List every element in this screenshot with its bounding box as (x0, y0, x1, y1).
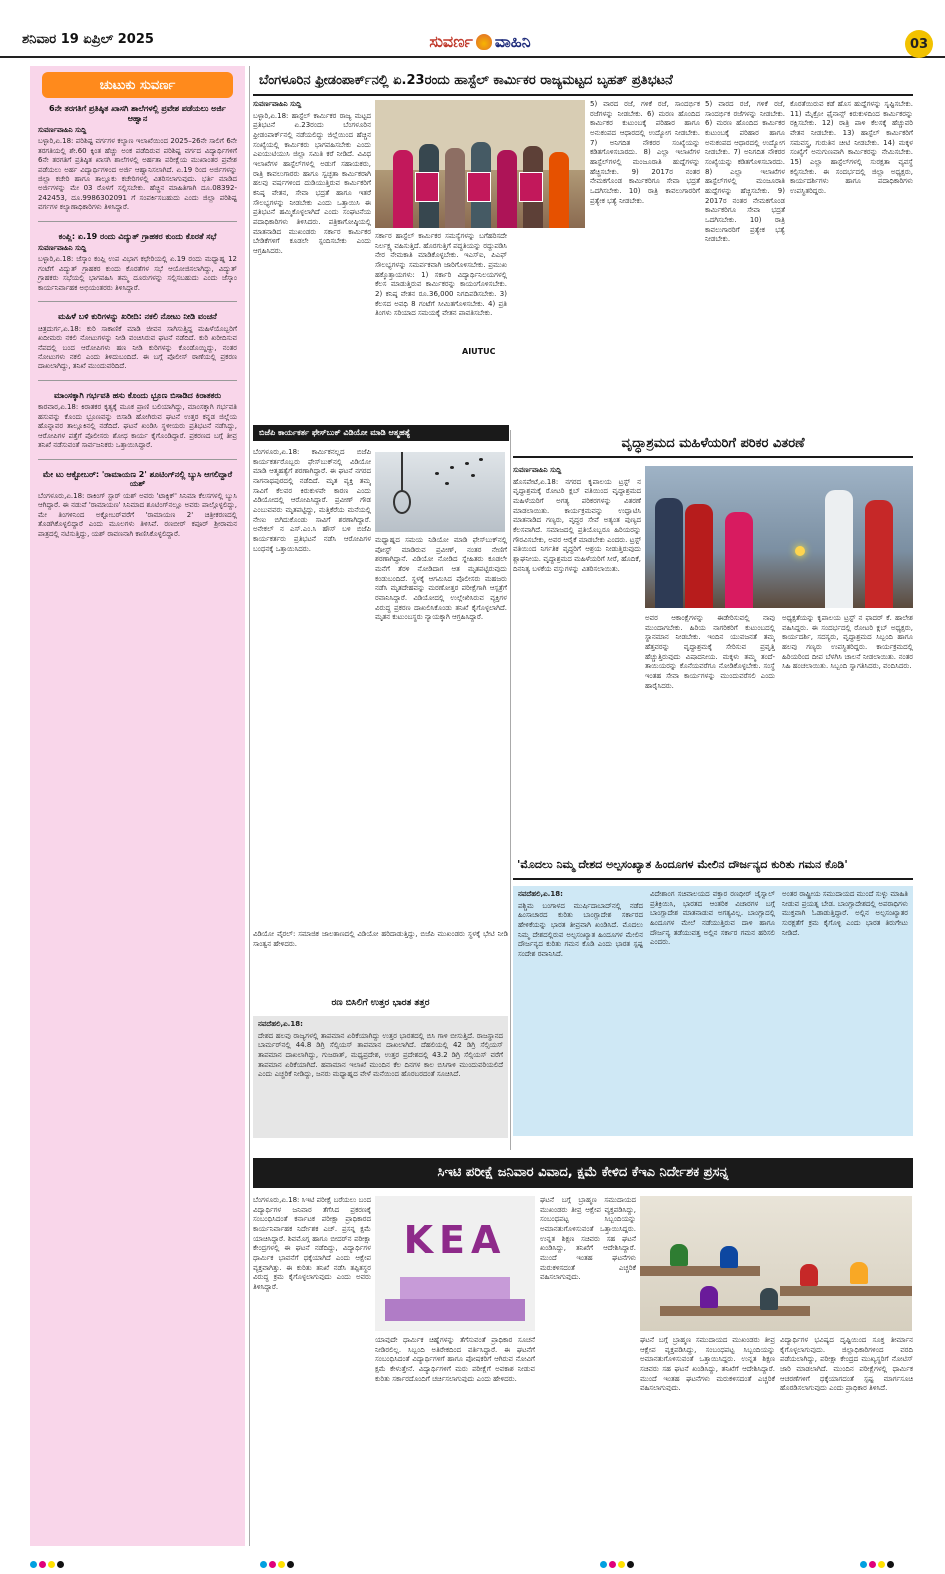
sidebar-story-body: ಕಾರವಾರ,ಏ.18: ಕಿರಾತಕರ ಕೃತ್ಯಕ್ಕೆ ಮೂಕ ಪ್ರಾಣಿ ಬಲಿಯಾಗಿದ್ದು, ಮಾಂಸಕ್ಕಾಗಿ ಗರ್ಭವತಿ ಹಸುವನ್ನು ಕೊಂದು ಭ್ರೂಣವನ್ನು ಬಿಸಾಡಿ ಹೋಗಿರುವ ಘಟನೆ ಉತ್ತರ ಕನ್ನಡ ಜಿಲ್ಲೆಯ ಹೊನ್ನಾವರ ತಾಲ್ಲೂಕಿನಲ್ಲಿ ನಡೆದಿದೆ. ಘಟನೆ ಖಂಡಿಸಿ ಸ್ಥಳೀಯರು ಪ್ರತಿಭಟನೆ ನಡೆಸಿದ್ದು, ಆರೋಪಿಗಳ ಪತ್ತೆಗೆ ಪೊಲೀಸರು ಶೋಧ ಕಾರ್ಯ ಕೈಗೊಂಡಿದ್ದಾರೆ. ಪ್ರಕರಣದ ಬಗ್ಗೆ ತೀವ್ರ ತನಿಖೆ ನಡೆಸುವಂತೆ ಸಾರ್ವಜನಿಕರು ಒತ್ತಾಯಿಸಿದ್ದಾರೆ. (38, 403, 237, 450)
divider (38, 459, 237, 460)
old-age-story-text: ಅಧ್ಯಕ್ಷತೆಯನ್ನು ಕೃಪಾಲಯ ಟ್ರಸ್ಟ್ ನ ಫಾದರ್ ಕೆ. ಹಾಲೇಶ ವಹಿಸಿದ್ದರು. ಈ ಸಂದರ್ಭದಲ್ಲಿ ರೋಟರಿ ಕ್ಲಬ್ ಅಧ್ಯಕ್ಷರು, ಕಾರ್ಯದರ್ಶಿ, ಸದಸ್ಯರು, ವೃದ್ಧಾಶ್ರಮದ ಸಿಬ್ಬಂದಿ ಹಾಗೂ ಹಲವು ಗಣ್ಯರು ಉಪಸ್ಥಿತರಿದ್ದರು. ಕಾರ್ಯಕ್ರಮದಲ್ಲಿ ಹಿರಿಯರಿಂದ ದೀಪ ಬೆಳಗಿಸಿ ಚಾಲನೆ ನೀಡಲಾಯಿತು. ನಂತರ ಸಿಹಿ ಹಂಚಲಾಯಿತು. ಸಿಬ್ಬಂದಿ ಸ್ವಾಗತಿಸಿದರು, ವಂದಿಸಿದರು. (782, 614, 913, 671)
old-age-story-text: ಅವರ ಆಕಾಂಕ್ಷೆಗಳನ್ನು ಈಡೇರಿಸುವಲ್ಲಿ ನಾವು ಮುಂದಾಗಬೇಕು. ಹಿರಿಯ ನಾಗರಿಕರಿಗೆ ಕುಟುಂಬದಲ್ಲಿ ಸ್ಥಾನಮಾನ ನೀಡಬೇಕು. ಇಂದಿನ ಯುವಜನತೆ ತಮ್ಮ ಹೆತ್ತವರನ್ನು ವೃದ್ಧಾಶ್ರಮಕ್ಕೆ ಸೇರಿಸುವ ಪ್ರವೃತ್ತಿ ಹೆಚ್ಚುತ್ತಿರುವುದು ವಿಷಾದನೀಯ. ಮಕ್ಕಳು ತಮ್ಮ ತಂದೆ-ತಾಯಿಯರನ್ನು ಕೊನೆಯವರೆಗೂ ನೋಡಿಕೊಳ್ಳಬೇಕು. ಸಂಸ್ಥೆ ಇಂತಹ ಸೇವಾ ಕಾರ್ಯಗಳನ್ನು ಮುಂದುವರೆಸಲಿ ಎಂದು ಹಾರೈಸಿದರು. (645, 614, 775, 690)
sidebar-story-headline: ಕಂಪ್ಲಿ: ಏ.19 ರಂದು ವಿದ್ಯುತ್ ಗ್ರಾಹಕರ ಕುಂದು ಕೊರತೆ ಸಭೆ (58, 231, 217, 241)
print-registration-marks (860, 1561, 894, 1568)
bangladesh-story-column (782, 890, 908, 1130)
newspaper-logo (385, 30, 575, 54)
lead-story-text: ಸರ್ಕಾರ ಹಾಸ್ಟೆಲ್ ಕಾರ್ಮಿಕರ ಸಮಸ್ಯೆಗಳನ್ನು ಬಗೆಹರಿಸದೇ ನಿರ್ಲಕ್ಷ್ಯ ವಹಿಸುತ್ತಿದೆ. ಹೊರಗುತ್ತಿಗೆ ಪದ್ಧತಿಯನ್ನು ರದ್ದುಪಡಿಸಿ ನೇರ ನೇಮಕಾತಿ ಮಾಡಿಕೊಳ್ಳಬೇಕು. ಇಎಸ್‌ಐ, ಪಿಎಫ್ ಸೌಲಭ್ಯಗಳನ್ನು ಸಮರ್ಪಕವಾಗಿ ಜಾರಿಗೊಳಿಸಬೇಕು. ಪ್ರಮುಖ ಹಕ್ಕೊತ್ತಾಯಗಳು: 1) ಸರ್ಕಾರಿ ವಿದ್ಯಾರ್ಥಿನಿಲಯಗಳಲ್ಲಿ ಕೆಲಸ ಮಾಡುತ್ತಿರುವ ಕಾರ್ಮಿಕರನ್ನು ಕಾಯಂಗೊಳಿಸಬೇಕು. 2) ಕನಿಷ್ಠ ವೇತನ ರೂ.36,000 ನಿಗದಿಪಡಿಸಬೇಕು. 3) ಕೆಲಸದ ಅವಧಿ 8 ಗಂಟೆಗೆ ಸೀಮಿತಗೊಳಿಸಬೇಕು. 4) ಪ್ರತಿ ತಿಂಗಳು ಸರಿಯಾದ ಸಮಯಕ್ಕೆ ವೇತನ ಪಾವತಿಸಬೇಕು. (375, 232, 507, 318)
lead-story-column (375, 232, 507, 420)
crime-story-column (253, 448, 371, 828)
sidebar-story (30, 464, 245, 543)
kea-story-column (540, 1196, 636, 1541)
sidebar-story-headline: ಮೇ ಟು ಆಕ್ಟೋಬರ್: 'ರಾಮಾಯಣ 2' ಶೂಟಿಂಗ್‌ನಲ್ಲಿ ಬ್ಯುಸಿ ಆಗಲಿದ್ದಾರೆ ಯಶ್ (42, 469, 233, 489)
kea-story-text: ಘಟನೆ ಬಗ್ಗೆ ಬ್ರಾಹ್ಮಣ ಸಮುದಾಯದ ಮುಖಂಡರು ತೀವ್ರ ಆಕ್ಷೇಪ ವ್ಯಕ್ತಪಡಿಸಿದ್ದು, ಸಂಬಂಧಪಟ್ಟ ಸಿಬ್ಬಂದಿಯನ್ನು ಅಮಾನತುಗೊಳಿಸುವಂತೆ ಒತ್ತಾಯಿಸಿದ್ದರು. ಉನ್ನತ ಶಿಕ್ಷಣ ಸಚಿವರು ಸಹ ಘಟನೆ ಖಂಡಿಸಿದ್ದು, ತನಿಖೆಗೆ ಆದೇಶಿಸಿದ್ದಾರೆ. ಮುಂದೆ ಇಂತಹ ಘಟನೆಗಳು ಮರುಕಳಿಸದಂತೆ ಎಚ್ಚರಿಕೆ ವಹಿಸಲಾಗುವುದು. (640, 1336, 775, 1393)
heatwave-story-byline: ನವದೆಹಲಿ,ಏ.18: (258, 1020, 303, 1028)
lamp-lighting-photo (645, 466, 913, 608)
sidebar-story (30, 306, 245, 376)
crime-story-text: ಬೆಂಗಳೂರು,ಏ.18: ಕಾರ್ಮಿಕನಲ್ಲದ ಬಿಜೆಪಿ ಕಾರ್ಯಕರ್ತರೊಬ್ಬರು ಫೇಸ್‌ಬುಕ್‌ನಲ್ಲಿ ವಿಡಿಯೋ ಮಾಡಿ ಆತ್ಮಹತ್ಯೆಗೆ ಶರಣಾಗಿದ್ದಾರೆ. ಈ ಘಟನೆ ನಗರದ ನಾಗನಾಥಪುರದಲ್ಲಿ ನಡೆದಿದೆ. ಮೃತ ವ್ಯಕ್ತಿ ತಮ್ಮ ಸಾವಿಗೆ ಕೆಲವರ ಕಿರುಕುಳವೇ ಕಾರಣ ಎಂದು ವಿಡಿಯೋದಲ್ಲಿ ಆರೋಪಿಸಿದ್ದಾರೆ. ಪ್ರವೀಣ್ ಗೌಡ ಎಂಬುವವರು ಮೃತಪಟ್ಟಿದ್ದು, ಮತ್ತಿಕೆರೆಯ ಮನೆಯಲ್ಲಿ ನೇಣು ಬಿಗಿದುಕೊಂಡು ಸಾವಿಗೆ ಶರಣಾಗಿದ್ದಾರೆ. ಅನೇಕಲ್ ನ ಎಸ್.ಎಂ.ಸಿ ಹೌಸ್ ಬಳಿ ಬಿಜೆಪಿ ಕಾರ್ಯಕರ್ತರು ಪ್ರತಿಭಟನೆ ನಡೆಸಿ ಆರೋಪಿಗಳ ಬಂಧನಕ್ಕೆ ಒತ್ತಾಯಿಸಿದರು. (253, 448, 371, 553)
sidebar-story-body: ಬಳ್ಳಾರಿ,ಏ.18: ಪರಿಶಿಷ್ಟ ವರ್ಗಗಳ ಕಲ್ಯಾಣ ಇಲಾಖೆಯಿಂದ 2025–26ನೇ ಸಾಲಿಗೆ 6ನೇ ತರಗತಿಯಲ್ಲಿ ಶೇ.60 ಕ್ಕಿಂತ ಹೆಚ್ಚು ಅಂಕ ಪಡೆದಿರುವ ಪರಿಶಿಷ್ಟ ವರ್ಗದ ವಿದ್ಯಾರ್ಥಿಗಳಿಗೆ 6ನೇ ತರಗತಿಗೆ ಪ್ರತಿಷ್ಠಿತ ಖಾಸಗಿ ಶಾಲೆಗಳಲ್ಲಿ ಅರ್ಹತಾ ಪರೀಕ್ಷೆಯ ಮುಖಾಂತರ ಪ್ರವೇಶ ಪಡೆಯಲು ಅರ್ಹ ವಿದ್ಯಾರ್ಥಿಗಳಿಂದ ಅರ್ಜಿ ಆಹ್ವಾನಿಸಲಾಗಿದೆ. ಏ.19 ರಿಂದ ಅರ್ಜಿಗಳನ್ನು ಜಿಲ್ಲಾ ಕಚೇರಿ ಹಾಗೂ ತಾಲ್ಲೂಕು ಕಚೇರಿಗಳಲ್ಲಿ ವಿತರಿಸಲಾಗುವುದು. ಭರ್ತಿ ಮಾಡಿದ ಅರ್ಜಿಗಳನ್ನು ಮೇ 03 ರೊಳಗೆ ಸಲ್ಲಿಸಬೇಕು. ಹೆಚ್ಚಿನ ಮಾಹಿತಿಗಾಗಿ ದೂ.08392-242453, ದೂ.9986302091 ಗೆ ಸಂಪರ್ಕಿಸಬಹುದು ಎಂದು ಜಿಲ್ಲಾ ಪರಿಶಿಷ್ಟ ವರ್ಗಗಳ ಕಲ್ಯಾಣಾಧಿಕಾರಿಗಳು ತಿಳಿಸಿದ್ದಾರೆ. (38, 137, 237, 212)
flame-icon (476, 34, 492, 50)
divider (38, 301, 237, 302)
kea-story-column (780, 1336, 913, 1541)
old-age-story-column (782, 614, 913, 846)
bangladesh-headline: 'ಮೊದಲು ನಿಮ್ಮ ದೇಶದ ಅಲ್ಪಸಂಖ್ಯಾತ ಹಿಂದೂಗಳ ಮೇಲಿನ ದೌರ್ಜನ್ಯದ ಕುರಿತು ಗಮನ ಕೊಡಿ' (513, 850, 913, 880)
crime-story-note (253, 930, 508, 990)
sidebar-story-headline: ಮಹಿಳೆ ಬಳಿ ಕುರಿಗಳನ್ನು ಖರೀದಿ: ನಕಲಿ ನೋಟು ನೀಡಿ ವಂಚನೆ (58, 312, 217, 322)
protest-photo (375, 100, 585, 228)
old-age-story-byline: ಸುವರ್ಣವಾಹಿನಿ ಸುದ್ದಿ (513, 466, 562, 474)
lead-story-column (705, 100, 785, 420)
logo-right-text: ವಾಹಿನಿ (494, 32, 531, 51)
lead-headline: ಬೆಂಗಳೂರಿನ ಫ್ರೀಡಂಪಾರ್ಕ್‌ನಲ್ಲಿ ಏ.23ರಂದು ಹಾಸ್ಟೆಲ್ ಕಾರ್ಮಿಕರ ರಾಜ್ಯಮಟ್ಟದ ಬೃಹತ್ ಪ್ರತಿಭಟನೆ (253, 66, 913, 96)
page-number-badge: 03 (905, 30, 933, 58)
sidebar-story-body: ಚಿತ್ರದುರ್ಗ,ಏ.18: ಕುರಿ ಸಾಕಾಣಿಕೆ ಮಾಡಿ ಜೀವನ ಸಾಗಿಸುತ್ತಿದ್ದ ಮಹಿಳೆಯೊಬ್ಬರಿಗೆ ಖದೀಮರು ನಕಲಿ ನೋಟುಗಳನ್ನು ನೀಡಿ ವಂಚಿಸಿರುವ ಘಟನೆ ನಡೆದಿದೆ. ಕುರಿ ಖರೀದಿಸುವ ನೆಪದಲ್ಲಿ ಬಂದ ಆರೋಪಿಗಳು ಹಣ ನೀಡಿ ಕುರಿಗಳನ್ನು ಕೊಂಡೊಯ್ದಿದ್ದು, ನಂತರ ನೋಟುಗಳು ನಕಲಿ ಎಂದು ತಿಳಿದುಬಂದಿದೆ. ಈ ಬಗ್ಗೆ ಪೊಲೀಸ್ ಠಾಣೆಯಲ್ಲಿ ಪ್ರಕರಣ ದಾಖಲಾಗಿದ್ದು, ತನಿಖೆ ಮುಂದುವರಿದಿದೆ. (38, 324, 237, 371)
bangladesh-story-text: ಅಂತರ ರಾಷ್ಟ್ರೀಯ ಸಮುದಾಯದ ಮುಂದೆ ಸುಳ್ಳು ಮಾಹಿತಿ ನೀಡುವ ಪ್ರಯತ್ನ ಬೇಡ. ಬಾಂಗ್ಲಾದೇಶದಲ್ಲಿ ಅಪರಾಧಿಗಳು ಮುಕ್ತವಾಗಿ ಓಡಾಡುತ್ತಿದ್ದಾರೆ. ಅಲ್ಲಿನ ಅಲ್ಪಸಂಖ್ಯಾತರ ಸುರಕ್ಷತೆಗೆ ಕ್ರಮ ಕೈಗೊಳ್ಳಿ ಎಂದು ಭಾರತ ತಿರುಗೇಟು ನೀಡಿದೆ. (782, 890, 908, 937)
old-age-story-column (513, 466, 641, 846)
crime-story-column (375, 536, 507, 828)
divider (38, 221, 237, 222)
column-rule (510, 430, 511, 1150)
noose-photo (375, 452, 505, 532)
exam-hall-photo (640, 1196, 912, 1331)
lead-story-text: ಕೊರತೆಯಿರುವ ಕಡೆ ಹೊಸ ಹುದ್ದೆಗಳನ್ನು ಸೃಷ್ಟಿಸಬೇಕು. 11) ಮೈಕ್ರೋ ಫೈನಾನ್ಸ್ ಕಿರುಕುಳದಿಂದ ಕಾರ್ಮಿಕರನ್ನು ರಕ್ಷಿಸಬೇಕು. 12) ರಾತ್ರಿ ಪಾಳಿ ಕೆಲಸಕ್ಕೆ ಹೆಚ್ಚುವರಿ ವೇತನ ನೀಡಬೇಕು. 13) ಹಾಸ್ಟೆಲ್ ಕಾರ್ಮಿಕರಿಗೆ ಸಮವಸ್ತ್ರ, ಗುರುತಿನ ಚೀಟಿ ನೀಡಬೇಕು. 14) ಮಕ್ಕಳ ಸಂಖ್ಯೆಗೆ ಅನುಗುಣವಾಗಿ ಕಾರ್ಮಿಕರನ್ನು ನೇಮಿಸಬೇಕು. 15) ಎಲ್ಲಾ ಹಾಸ್ಟೆಲ್‌ಗಳಲ್ಲಿ ಸುರಕ್ಷತಾ ವ್ಯವಸ್ಥೆ ಕಲ್ಪಿಸಬೇಕು. ಈ ಸಂದರ್ಭದಲ್ಲಿ ಜಿಲ್ಲಾ ಅಧ್ಯಕ್ಷರು, ಕಾರ್ಯದರ್ಶಿಗಳು ಹಾಗೂ ಪದಾಧಿಕಾರಿಗಳು ಉಪಸ್ಥಿತರಿದ್ದರು. (790, 100, 913, 195)
kea-story-column (640, 1336, 775, 1541)
bangladesh-story-column (518, 890, 643, 1130)
lead-story-column (253, 100, 371, 420)
heatwave-story-column (258, 1020, 503, 1134)
old-age-story-text: ಹೊಸಪೇಟೆ,ಏ.18: ನಗರದ ಕೃಪಾಲಯ ಟ್ರಸ್ಟ್ ನ ವೃದ್ಧಾಶ್ರಮಕ್ಕೆ ರೋಟರಿ ಕ್ಲಬ್ ವತಿಯಿಂದ ವೃದ್ಧಾಶ್ರಮದ ಮಹಿಳೆಯರಿಗೆ ಅಗತ್ಯ ಪರಿಕರಗಳನ್ನು ವಿತರಣೆ ಮಾಡಲಾಯಿತು. ಕಾರ್ಯಕ್ರಮವನ್ನು ಉದ್ಘಾಟಿಸಿ ಮಾತನಾಡಿದ ಗಣ್ಯರು, ವೃದ್ಧರ ಸೇವೆ ಅತ್ಯಂತ ಪುಣ್ಯದ ಕೆಲಸವಾಗಿದೆ. ಸಮಾಜದಲ್ಲಿ ಪ್ರತಿಯೊಬ್ಬರೂ ಹಿರಿಯರನ್ನು ಗೌರವಿಸಬೇಕು, ಅವರ ಆರೈಕೆ ಮಾಡಬೇಕು ಎಂದರು. ಟ್ರಸ್ಟ್ ವತಿಯಿಂದ ನಿರ್ಗತಿಕ ವೃದ್ಧರಿಗೆ ಆಶ್ರಯ ನೀಡುತ್ತಿರುವುದು ಶ್ಲಾಘನೀಯ. ವೃದ್ಧಾಶ್ರಮದ ಮಹಿಳೆಯರಿಗೆ ಸೀರೆ, ಹೊದಿಕೆ, ದಿನನಿತ್ಯ ಬಳಕೆಯ ವಸ್ತುಗಳನ್ನು ವಿತರಿಸಲಾಯಿತು. (513, 477, 641, 573)
sidebar-story (30, 385, 245, 455)
old-age-story-column (645, 614, 775, 846)
issue-date: ಶನಿವಾರ 19 ಏಪ್ರಿಲ್ 2025 (22, 32, 154, 47)
kea-story-text: ಯಾವುದೇ ಧಾರ್ಮಿಕ ಚಿಹ್ನೆಗಳನ್ನು ತೆಗೆಸುವಂತೆ ಪ್ರಾಧಿಕಾರ ಸೂಚನೆ ನೀಡಿರಲಿಲ್ಲ. ಸಿಬ್ಬಂದಿ ಅತಿರೇಕದಿಂದ ವರ್ತಿಸಿದ್ದಾರೆ. ಈ ಘಟನೆಗೆ ಸಂಬಂಧಿಸಿದಂತೆ ವಿದ್ಯಾರ್ಥಿಗಳಿಗೆ ಹಾಗೂ ಪೋಷಕರಿಗೆ ಆಗಿರುವ ನೋವಿಗೆ ಕ್ಷಮೆ ಕೇಳುತ್ತೇನೆ. ವಿದ್ಯಾರ್ಥಿಗಳಿಗೆ ಮರು ಪರೀಕ್ಷೆಗೆ ಅವಕಾಶ ನೀಡುವ ಕುರಿತು ಸರ್ಕಾರದೊಂದಿಗೆ ಚರ್ಚಿಸಲಾಗುವುದು ಎಂದು ಹೇಳಿದರು. (375, 1336, 535, 1383)
sidebar-story-body: ಬೆಂಗಳೂರು,ಏ.18: ರಾಕಿಂಗ್ ಸ್ಟಾರ್ ಯಶ್ ಅವರು 'ಟಾಕ್ಸಿಕ್' ಸಿನಿಮಾ ಕೆಲಸಗಳಲ್ಲಿ ಬ್ಯುಸಿ ಆಗಿದ್ದಾರೆ. ಈ ನಡುವೆ 'ರಾಮಾಯಣ' ಸಿನಿಮಾದ ಶೂಟಿಂಗ್‌ನಲ್ಲೂ ಅವರು ಪಾಲ್ಗೊಳ್ಳಲಿದ್ದು, ಮೇ ತಿಂಗಳಿನಿಂದ ಅಕ್ಟೋಬರ್‌ವರೆಗೆ 'ರಾಮಾಯಣ 2' ಚಿತ್ರೀಕರಣದಲ್ಲಿ ತೊಡಗಿಕೊಳ್ಳಲಿದ್ದಾರೆ ಎಂದು ಮೂಲಗಳು ತಿಳಿಸಿವೆ. ರಣಬೀರ್ ಕಪೂರ್ ಶ್ರೀರಾಮನ ಪಾತ್ರದಲ್ಲಿ ನಟಿಸುತ್ತಿದ್ದು, ಯಶ್ ರಾವಣನಾಗಿ ಕಾಣಿಸಿಕೊಳ್ಳಲಿದ್ದಾರೆ. (38, 491, 237, 538)
heatwave-headline: ರಣ ಬಿಸಿಲಿಗೆ ಉತ್ತರ ಭಾರತ ತತ್ತರ (331, 998, 430, 1008)
masthead (0, 0, 945, 58)
lead-story-byline: ಸುವರ್ಣವಾಹಿನಿ ಸುದ್ದಿ (253, 100, 302, 108)
divider (38, 380, 237, 381)
sidebar-story-byline: ಸುವರ್ಣವಾಹಿನಿ ಸುದ್ದಿ (38, 126, 87, 135)
print-registration-marks (30, 1561, 64, 1568)
logo-left-text: ಸುವರ್ಣ (429, 32, 473, 51)
sidebar-banner: ಚುಟುಕು ಸುವರ್ಣ (42, 72, 233, 98)
kea-logo-text: KEA (403, 1218, 507, 1262)
lead-story-column (790, 100, 913, 420)
bangladesh-story-column (650, 890, 775, 1130)
lead-story-text: 5) ವಾರದ ರಜೆ, ಗಳಿಕೆ ರಜೆ, ಸಾಂದರ್ಭಿಕ ರಜೆಗಳನ್ನು ನೀಡಬೇಕು. 6) ಮರಣ ಹೊಂದಿದ ಕಾರ್ಮಿಕರ ಕುಟುಂಬಕ್ಕೆ ಪರಿಹಾರ ಹಾಗೂ ಅನುಕಂಪದ ಆಧಾರದಲ್ಲಿ ಉದ್ಯೋಗ ನೀಡಬೇಕು. 7) ಅನಿಗದಿತ ನೌಕರರ ಸಂಖ್ಯೆಯನ್ನು ಕಡಿತಗೊಳಿಸಬಾರದು. 8) ಎಲ್ಲಾ ಇಲಾಖೆಗಳ ಹಾಸ್ಟೆಲ್‌ಗಳಲ್ಲಿ ಮಂಜೂರಾತಿ ಹುದ್ದೆಗಳನ್ನು ಹೆಚ್ಚಿಸಬೇಕು. 9) 2017ರ ನಂತರ ನೇಮಕಗೊಂಡ ಕಾರ್ಮಿಕರಿಗೂ ಸೇವಾ ಭದ್ರತೆ ಒದಗಿಸಬೇಕು. 10) ರಾತ್ರಿ ಕಾವಲುಗಾರರಿಗೆ ಪ್ರತ್ಯೇಕ ಭತ್ಯೆ ನೀಡಬೇಕು. (590, 100, 700, 205)
sidebar-story-headline: 6ನೇ ತರಗತಿಗೆ ಪ್ರತಿಷ್ಠಿತ ಖಾಸಗಿ ಶಾಲೆಗಳಲ್ಲಿ ಪ್ರವೇಶ ಪಡೆಯಲು ಅರ್ಜಿ ಆಹ್ವಾನ (49, 104, 226, 123)
sidebar-story (30, 98, 245, 217)
lead-story-text: 5) ವಾರದ ರಜೆ, ಗಳಿಕೆ ರಜೆ, ಸಾಂದರ್ಭಿಕ ರಜೆಗಳನ್ನು ನೀಡಬೇಕು. 6) ಮರಣ ಹೊಂದಿದ ಕಾರ್ಮಿಕರ ಕುಟುಂಬಕ್ಕೆ ಪರಿಹಾರ ಹಾಗೂ ಅನುಕಂಪದ ಆಧಾರದಲ್ಲಿ ಉದ್ಯೋಗ ನೀಡಬೇಕು. 7) ಅನಿಗದಿತ ನೌಕರರ ಸಂಖ್ಯೆಯನ್ನು ಕಡಿತಗೊಳಿಸಬಾರದು. 8) ಎಲ್ಲಾ ಇಲಾಖೆಗಳ ಹಾಸ್ಟೆಲ್‌ಗಳಲ್ಲಿ ಮಂಜೂರಾತಿ ಹುದ್ದೆಗಳನ್ನು ಹೆಚ್ಚಿಸಬೇಕು. 9) 2017ರ ನಂತರ ನೇಮಕಗೊಂಡ ಕಾರ್ಮಿಕರಿಗೂ ಸೇವಾ ಭದ್ರತೆ ಒದಗಿಸಬೇಕು. 10) ರಾತ್ರಿ ಕಾವಲುಗಾರರಿಗೆ ಪ್ರತ್ಯೇಕ ಭತ್ಯೆ ನೀಡಬೇಕು. (705, 100, 785, 244)
sidebar-story-body: ಬಳ್ಳಾರಿ,ಏ.18: ಜೆಸ್ಕಾಂ ಕಂಪ್ಲಿ ಉಪ ವಿಭಾಗ ಕಛೇರಿಯಲ್ಲಿ ಏ.19 ರಂದು ಮಧ್ಯಾಹ್ನ 12 ಗಂಟೆಗೆ ವಿದ್ಯುತ್ ಗ್ರಾಹಕರ ಕುಂದು ಕೊರತೆಗಳ ಸಭೆ ಆಯೋಜಿಸಲಾಗಿದ್ದು, ವಿದ್ಯುತ್ ಗ್ರಾಹಕರು ಸಭೆಯಲ್ಲಿ ಭಾಗವಹಿಸಿ ತಮ್ಮ ದೂರುಗಳನ್ನು ಸಲ್ಲಿಸಬಹುದು ಎಂದು ಜೆಸ್ಕಾಂ ಕಾರ್ಯನಿರ್ವಾಹಕ ಅಭಿಯಂತರರು ತಿಳಿಸಿದ್ದಾರೆ. (38, 255, 237, 292)
kea-logo (375, 1196, 535, 1331)
kea-story-column (375, 1336, 535, 1541)
print-registration-marks (260, 1561, 294, 1568)
news-brief-sidebar (30, 66, 245, 1546)
kea-headline: ಸಿಇಟಿ ಪರೀಕ್ಷೆ ಜನಿವಾರ ವಿವಾದ, ಕ್ಷಮೆ ಕೇಳಿದ ಕೆಇಎ ನಿರ್ದೇಶಕ ಪ್ರಸನ್ನ (253, 1158, 913, 1188)
bangladesh-story-text: ಪಶ್ಚಿಮ ಬಂಗಾಳದ ಮುರ್ಷಿದಾಬಾದ್‌ನಲ್ಲಿ ನಡೆದ ಹಿಂಸಾಚಾರದ ಕುರಿತು ಬಾಂಗ್ಲಾದೇಶ ಸರ್ಕಾರದ ಹೇಳಿಕೆಯನ್ನು ಭಾರತ ತೀವ್ರವಾಗಿ ಖಂಡಿಸಿದೆ. ಮೊದಲು ನಿಮ್ಮ ದೇಶದಲ್ಲಿರುವ ಅಲ್ಪಸಂಖ್ಯಾತ ಹಿಂದೂಗಳ ಮೇಲಿನ ದೌರ್ಜನ್ಯದ ಕುರಿತು ಗಮನ ಕೊಡಿ ಎಂದು ಭಾರತ ಸ್ಪಷ್ಟ ಸಂದೇಶ ರವಾನಿಸಿದೆ. (518, 901, 643, 958)
crime-story-text: ಮಧ್ಯಾಹ್ನದ ಸಮಯ ನಿಡಿಯೋ ಮಾಡಿ ಫೇಸ್‌ಬುಕ್‌ನಲ್ಲಿ ಪೋಸ್ಟ್ ಮಾಡಿರುವ ಪ್ರವೀಣ್, ನಂತರ ನೇಣಿಗೆ ಶರಣಾಗಿದ್ದಾನೆ. ವಿಡಿಯೋ ನೋಡಿದ ಸ್ನೇಹಿತರು ಕೂಡಲೇ ಮನೆಗೆ ತೆರಳಿ ನೋಡಿದಾಗ ಆತ ಮೃತಪಟ್ಟಿರುವುದು ಕಂಡುಬಂದಿದೆ. ಸ್ಥಳಕ್ಕೆ ಆಗಮಿಸಿದ ಪೊಲೀಸರು ಮಹಜರು ನಡೆಸಿ ಮೃತದೇಹವನ್ನು ಮರಣೋತ್ತರ ಪರೀಕ್ಷೆಗಾಗಿ ಆಸ್ಪತ್ರೆಗೆ ರವಾನಿಸಿದ್ದಾರೆ. ವಿಡಿಯೋದಲ್ಲಿ ಉಲ್ಲೇಖಿಸಿರುವ ವ್ಯಕ್ತಿಗಳ ವಿರುದ್ಧ ಪ್ರಕರಣ ದಾಖಲಿಸಿಕೊಂಡು ತನಿಖೆ ಕೈಗೊಳ್ಳಲಾಗಿದೆ. ಮೃತನ ಕುಟುಂಬಸ್ಥರು ನ್ಯಾಯಕ್ಕಾಗಿ ಆಗ್ರಹಿಸಿದ್ದಾರೆ. (375, 536, 507, 622)
bangladesh-story-byline: ನವದೆಹಲಿ,ಏ.18: (518, 890, 563, 898)
print-registration-marks (600, 1561, 634, 1568)
sidebar-story-headline: ಮಾಂಸಕ್ಕಾಗಿ ಗರ್ಭವತಿ ಹಸು ಕೊಂದು ಭ್ರೂಣ ಬಿಸಾಡಿದ ಕಿರಾತಕರು (53, 390, 222, 400)
kea-story-text: ವಿದ್ಯಾರ್ಥಿಗಳ ಭವಿಷ್ಯದ ದೃಷ್ಟಿಯಿಂದ ಸೂಕ್ತ ತೀರ್ಮಾನ ಕೈಗೊಳ್ಳಲಾಗುವುದು. ಜಿಲ್ಲಾಧಿಕಾರಿಗಳಿಂದ ವರದಿ ಪಡೆಯಲಾಗಿದ್ದು, ಪರೀಕ್ಷಾ ಕೇಂದ್ರದ ಮುಖ್ಯಸ್ಥರಿಗೆ ನೋಟಿಸ್ ಜಾರಿ ಮಾಡಲಾಗಿದೆ. ಮುಂದಿನ ಪರೀಕ್ಷೆಗಳಲ್ಲಿ ಧಾರ್ಮಿಕ ಆಚರಣೆಗಳಿಗೆ ಧಕ್ಕೆಯಾಗದಂತೆ ಸ್ಪಷ್ಟ ಮಾರ್ಗಸೂಚಿ ಹೊರಡಿಸಲಾಗುವುದು ಎಂದು ಪ್ರಾಧಿಕಾರ ತಿಳಿಸಿದೆ. (780, 1336, 913, 1393)
crime-story-text: ವಿಡಿಯೋ ವೈರಲ್: ಸಮಾಜಿಕ ಜಾಲತಾಣದಲ್ಲಿ ವಿಡಿಯೋ ಹರಿದಾಡುತ್ತಿದ್ದು, ಬಿಜೆಪಿ ಮುಖಂಡರು ಸ್ಥಳಕ್ಕೆ ಭೇಟಿ ನೀಡಿ ಸಾಂತ್ವನ ಹೇಳಿದರು. (253, 930, 508, 948)
lead-story-column (590, 100, 700, 420)
lead-story-text: ಬಳ್ಳಾರಿ,ಏ.18: ಹಾಸ್ಟೆಲ್ ಕಾರ್ಮಿಕರ ರಾಜ್ಯ ಮಟ್ಟದ ಪ್ರತಿಭಟನೆ ಏ.23ರಂದು ಬೆಂಗಳೂರಿನ ಫ್ರೀಡಂಪಾರ್ಕ್‌ನಲ್ಲಿ ನಡೆಯಲಿದ್ದು ಜಿಲ್ಲೆಯಿಂದ ಹೆಚ್ಚಿನ ಸಂಖ್ಯೆಯಲ್ಲಿ ಕಾರ್ಮಿಕರು ಭಾಗವಹಿಸಬೇಕು ಎಂದು ಎಐಯುಟಿಯುಸಿ ಜಿಲ್ಲಾ ಸಮಿತಿ ಕರೆ ನೀಡಿದೆ. ವಿವಿಧ ಇಲಾಖೆಗಳ ಹಾಸ್ಟೆಲ್‌ಗಳಲ್ಲಿ ಅಡುಗೆ ಸಹಾಯಕರು, ರಾತ್ರಿ ಕಾವಲುಗಾರರು ಹಾಗೂ ಸ್ವಚ್ಛತಾ ಕಾರ್ಮಿಕರಾಗಿ ಹಲವು ವರ್ಷಗಳಿಂದ ದುಡಿಯುತ್ತಿರುವ ಕಾರ್ಮಿಕರಿಗೆ ಕನಿಷ್ಠ ವೇತನ, ಸೇವಾ ಭದ್ರತೆ ಹಾಗೂ ಇತರೆ ಸೌಲಭ್ಯಗಳನ್ನು ನೀಡಬೇಕು ಎಂದು ಒತ್ತಾಯಿಸಿ ಈ ಪ್ರತಿಭಟನೆ ಹಮ್ಮಿಕೊಳ್ಳಲಾಗಿದೆ ಎಂದು ಸಂಘಟನೆಯ ಪದಾಧಿಕಾರಿಗಳು ತಿಳಿಸಿದರು. ಪತ್ರಿಕಾಗೋಷ್ಠಿಯಲ್ಲಿ ಮಾತನಾಡಿದ ಮುಖಂಡರು ಸರ್ಕಾರ ಕಾರ್ಮಿಕರ ಬೇಡಿಕೆಗಳಿಗೆ ಕೂಡಲೇ ಸ್ಪಂದಿಸಬೇಕು ಎಂದು ಆಗ್ರಹಿಸಿದರು. (253, 111, 371, 255)
bangladesh-story-text: ವಿದೇಶಾಂಗ ಸಚಿವಾಲಯದ ವಕ್ತಾರ ರಣಧೀರ್ ಜೈಸ್ವಾಲ್ ಪ್ರತಿಕ್ರಿಯಿಸಿ, ಭಾರತದ ಆಂತರಿಕ ವಿಚಾರಗಳ ಬಗ್ಗೆ ಬಾಂಗ್ಲಾದೇಶ ಮಾತನಾಡುವ ಅಗತ್ಯವಿಲ್ಲ. ಬಾಂಗ್ಲಾದಲ್ಲಿ ಹಿಂದೂಗಳ ಮೇಲೆ ನಡೆಯುತ್ತಿರುವ ದಾಳಿ ಹಾಗೂ ದೌರ್ಜನ್ಯ ತಡೆಯುವತ್ತ ಅಲ್ಲಿನ ಸರ್ಕಾರ ಗಮನ ಹರಿಸಲಿ ಎಂದರು. (650, 890, 775, 947)
kea-story-text: ಘಟನೆ ಬಗ್ಗೆ ಬ್ರಾಹ್ಮಣ ಸಮುದಾಯದ ಮುಖಂಡರು ತೀವ್ರ ಆಕ್ಷೇಪ ವ್ಯಕ್ತಪಡಿಸಿದ್ದು, ಸಂಬಂಧಪಟ್ಟ ಸಿಬ್ಬಂದಿಯನ್ನು ಅಮಾನತುಗೊಳಿಸುವಂತೆ ಒತ್ತಾಯಿಸಿದ್ದರು. ಉನ್ನತ ಶಿಕ್ಷಣ ಸಚಿವರು ಸಹ ಘಟನೆ ಖಂಡಿಸಿದ್ದು, ತನಿಖೆಗೆ ಆದೇಶಿಸಿದ್ದಾರೆ. ಮುಂದೆ ಇಂತಹ ಘಟನೆಗಳು ಮರುಕಳಿಸದಂತೆ ಎಚ್ಚರಿಕೆ ವಹಿಸಲಾಗುವುದು. (540, 1196, 636, 1282)
kea-story-text: ಬೆಂಗಳೂರು,ಏ.18: ಸಿಇಟಿ ಪರೀಕ್ಷೆ ಬರೆಯಲು ಬಂದ ವಿದ್ಯಾರ್ಥಿಗಳ ಜನಿವಾರ ತೆಗೆಸಿದ ಪ್ರಕರಣಕ್ಕೆ ಸಂಬಂಧಿಸಿದಂತೆ ಕರ್ನಾಟಕ ಪರೀಕ್ಷಾ ಪ್ರಾಧಿಕಾರದ ಕಾರ್ಯನಿರ್ವಾಹಕ ನಿರ್ದೇಶಕ ಎಚ್. ಪ್ರಸನ್ನ ಕ್ಷಮೆ ಯಾಚಿಸಿದ್ದಾರೆ. ಶಿವಮೊಗ್ಗ ಹಾಗೂ ಬೀದರ್‌ನ ಪರೀಕ್ಷಾ ಕೇಂದ್ರಗಳಲ್ಲಿ ಈ ಘಟನೆ ನಡೆದಿದ್ದು, ವಿದ್ಯಾರ್ಥಿಗಳ ಧಾರ್ಮಿಕ ಭಾವನೆಗೆ ಧಕ್ಕೆಯಾಗಿದೆ ಎಂದು ಆಕ್ಷೇಪ ವ್ಯಕ್ತವಾಗಿತ್ತು. ಈ ಕುರಿತು ತನಿಖೆ ನಡೆಸಿ ತಪ್ಪಿತಸ್ಥರ ವಿರುದ್ಧ ಕ್ರಮ ಕೈಗೊಳ್ಳಲಾಗುವುದು ಎಂದು ಅವರು ತಿಳಿಸಿದ್ದಾರೆ. (253, 1196, 371, 1291)
sidebar-story (30, 226, 245, 297)
kea-story-column (253, 1196, 371, 1541)
sidebar-story-byline: ಸುವರ್ಣವಾಹಿನಿ ಸುದ್ದಿ (38, 244, 87, 253)
old-age-home-headline: ವೃದ್ಧಾಶ್ರಮದ ಮಹಿಳೆಯರಿಗೆ ಪರಿಕರ ವಿತರಣೆ (513, 430, 913, 458)
union-name-label: AIUTUC (462, 347, 496, 356)
heatwave-story-text: ದೇಶದ ಹಲವು ರಾಜ್ಯಗಳಲ್ಲಿ ತಾಪಮಾನ ಏರಿಕೆಯಾಗಿದ್ದು ಉತ್ತರ ಭಾರತದಲ್ಲಿ ಬಿಸಿ ಗಾಳಿ ಬೀಸುತ್ತಿದೆ. ರಾಜಸ್ಥಾನದ ಬಾರ್ಮರ್‌ನಲ್ಲಿ 44.8 ಡಿಗ್ರಿ ಸೆಲ್ಸಿಯಸ್ ತಾಪಮಾನ ದಾಖಲಾಗಿದೆ. ದೆಹಲಿಯಲ್ಲಿ 42 ಡಿಗ್ರಿ ಸೆಲ್ಸಿಯಸ್ ತಾಪಮಾನ ದಾಖಲಾಗಿದ್ದು, ಗುಜರಾತ್, ಮಧ್ಯಪ್ರದೇಶ, ಉತ್ತರ ಪ್ರದೇಶದಲ್ಲಿ 43.2 ಡಿಗ್ರಿ ಸೆಲ್ಸಿಯಸ್ ವರೆಗೆ ತಾಪಮಾನ ಏರಿಕೆಯಾಗಿದೆ. ಹವಾಮಾನ ಇಲಾಖೆ ಮುಂದಿನ ಕೆಲ ದಿನಗಳ ಕಾಲ ಬಿಸಿಗಾಳಿ ಮುಂದುವರಿಯಲಿದೆ ಎಂದು ಎಚ್ಚರಿಕೆ ನೀಡಿದ್ದು, ಜನರು ಮಧ್ಯಾಹ್ನದ ವೇಳೆ ಮನೆಯಿಂದ ಹೊರಬರದಂತೆ ಸೂಚಿಸಿದೆ. (258, 1031, 503, 1079)
crime-story-strap: ಬಿಜೆಪಿ ಕಾರ್ಯಕರ್ತ ಫೇಸ್‌ಬುಕ್ ವಿಡಿಯೋ ಮಾಡಿ ಆತ್ಮಹತ್ಯೆ (253, 425, 509, 441)
column-rule (249, 66, 250, 1546)
